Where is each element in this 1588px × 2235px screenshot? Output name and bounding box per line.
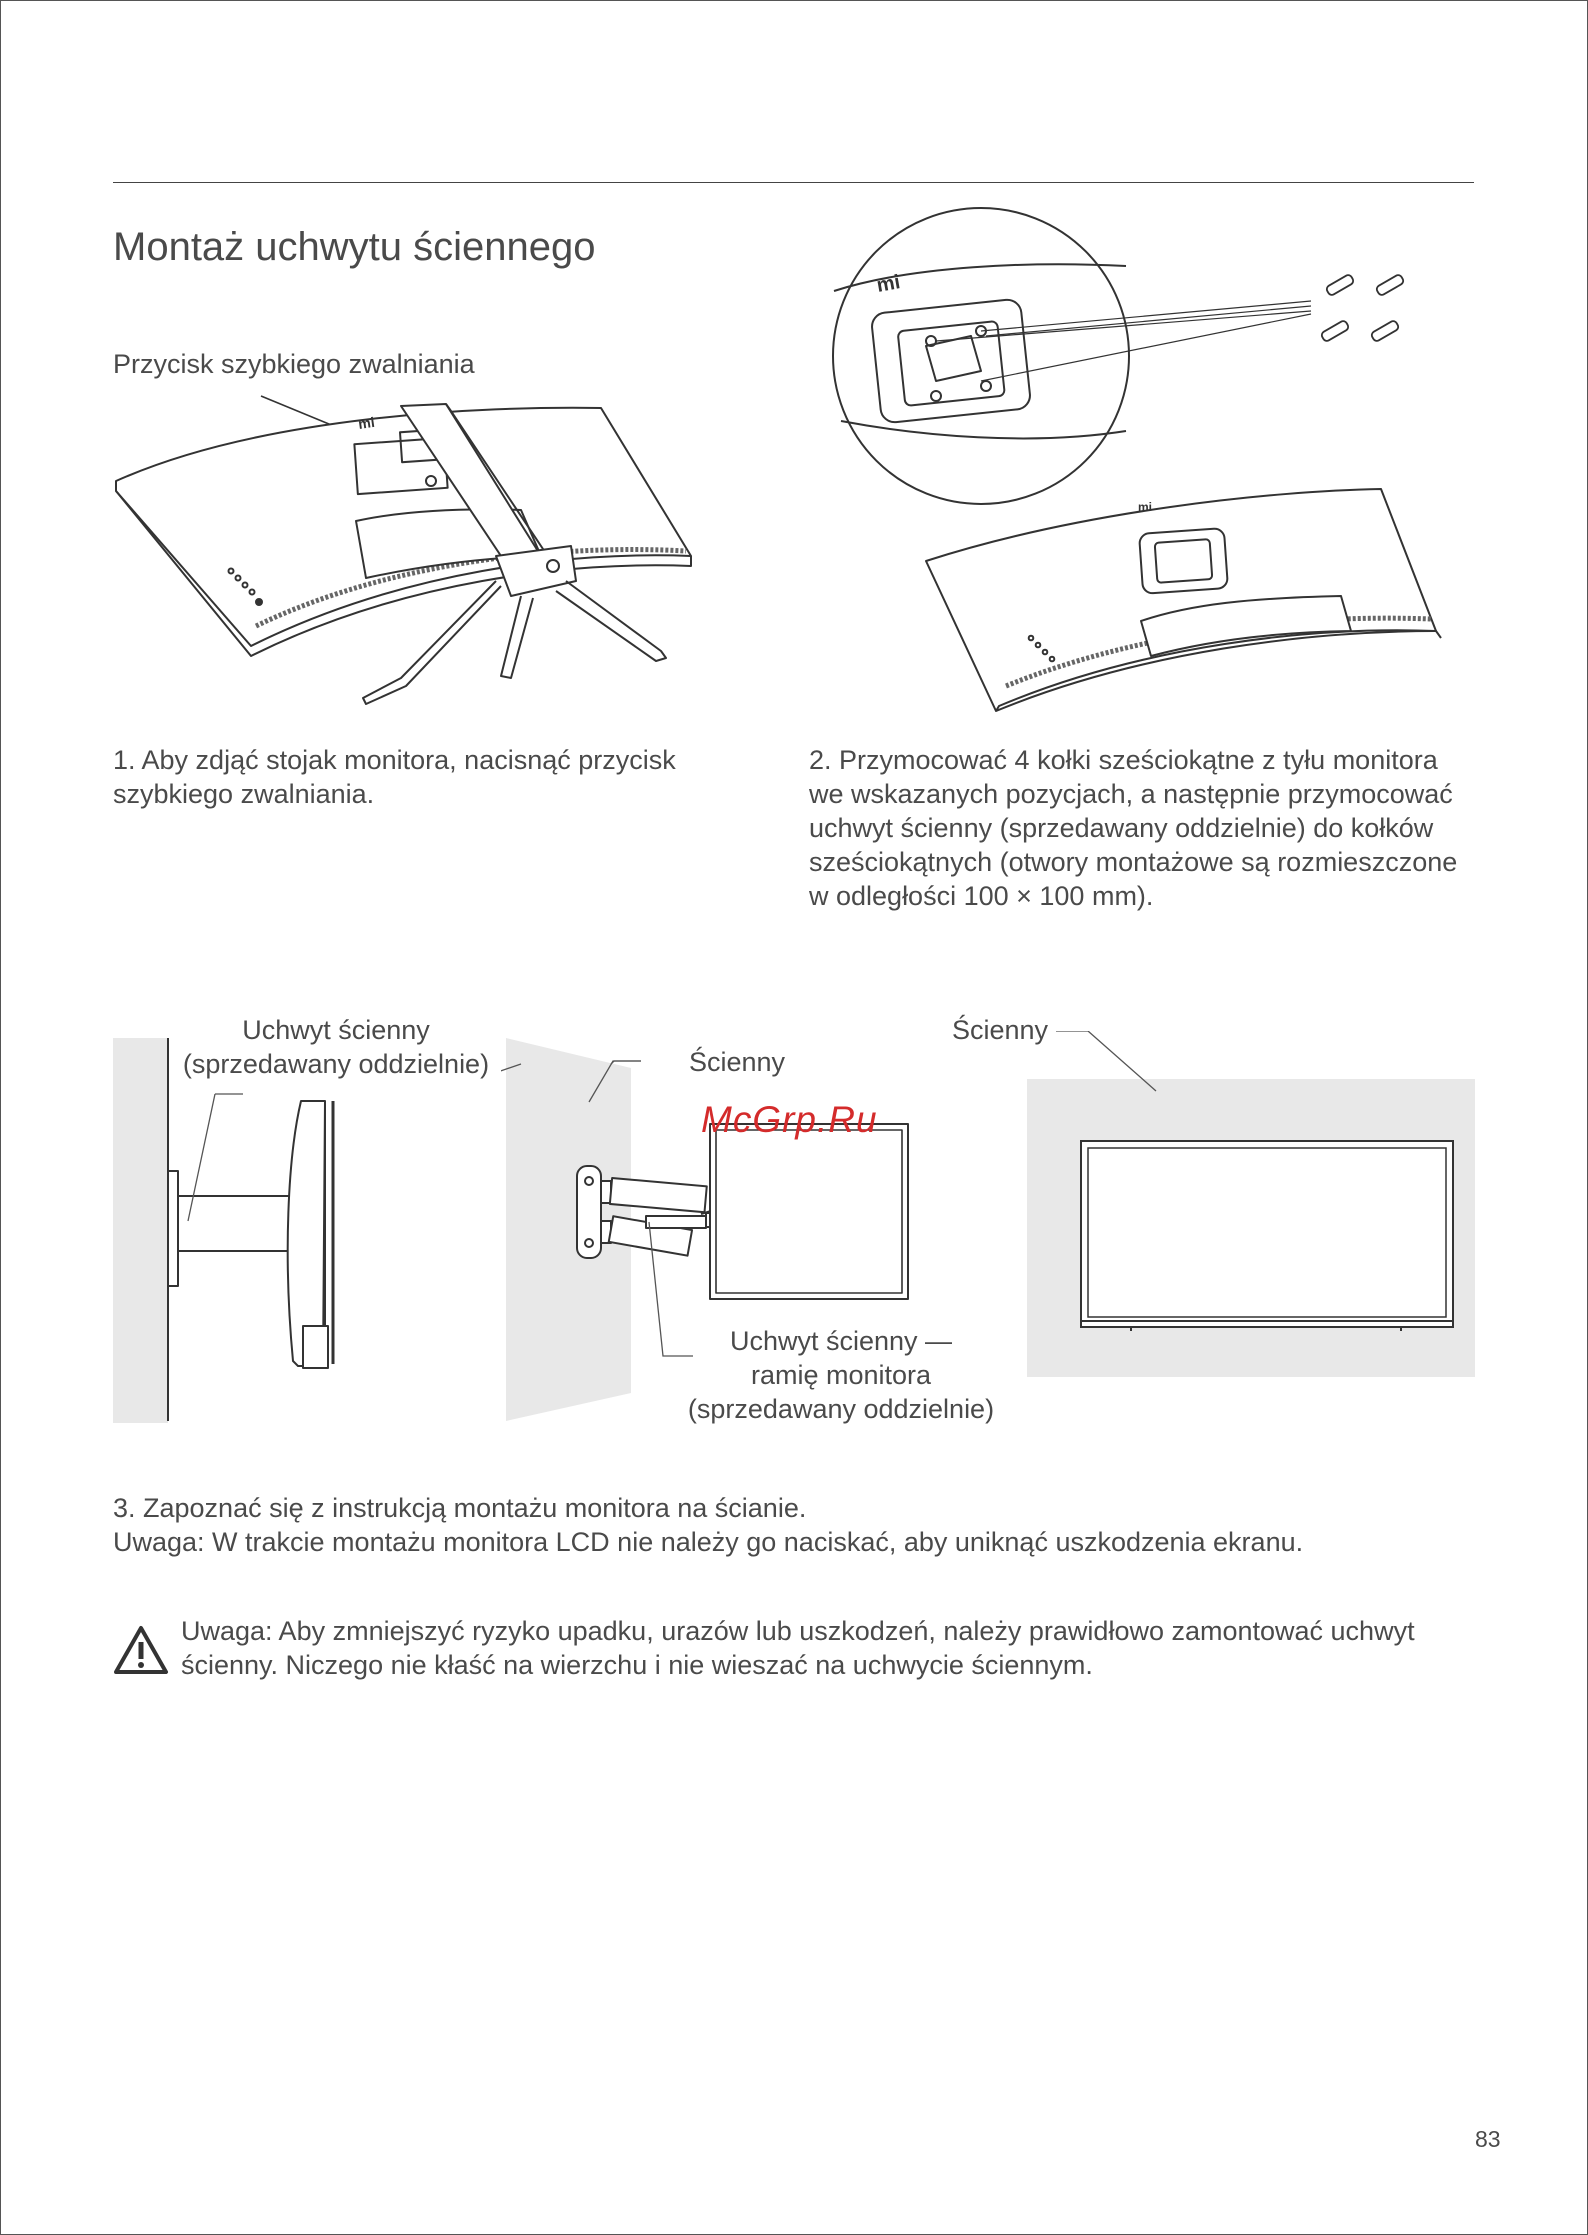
wall-bracket-label <box>166 1013 506 1081</box>
warning-line: ścienny. Niczego nie kłaść na wierzchu i nie wieszać na uchwycie ściennym. <box>181 1650 1093 1680</box>
step2-line: w odległości 100 × 100 mm). <box>809 881 1154 911</box>
step1-line: szybkiego zwalniania. <box>113 779 375 809</box>
warning-text <box>181 1614 1415 1682</box>
arm-label-line: (sprzedawany oddzielnie) <box>687 1394 995 1424</box>
hex-studs-illustration <box>831 206 1451 716</box>
page-title: Montaż uchwytu ściennego <box>113 225 596 269</box>
watermark: McGrp.Ru <box>701 1099 878 1140</box>
front-view-wall-mounted-monitor <box>1026 1031 1476 1381</box>
step2-line: we wskazanych pozycjach, a następnie przymocować <box>809 779 1453 809</box>
step2-line: 2. Przymocować 4 kołki sześciokątne z tyłu monitora <box>809 745 1438 775</box>
arm-label <box>671 1324 1011 1426</box>
svg-text:mi: mi <box>1138 500 1153 514</box>
warning-triangle-icon <box>113 1624 169 1676</box>
step2-line: sześciokątnych (otwory montażowe są rozmieszczone <box>809 847 1458 877</box>
step2-text <box>809 743 1457 913</box>
page-number: 83 <box>1475 2126 1501 2152</box>
step1-line: 1. Aby zdjąć stojak monitora, nacisnąć przycisk <box>113 745 676 775</box>
wall-bracket-label-line: (sprzedawany oddzielnie) <box>182 1049 490 1079</box>
warning-line: Uwaga: Aby zmniejszyć ryzyko upadku, urazów lub uszkodzeń, należy prawidłowo zamontować uchwyt <box>181 1616 1415 1646</box>
arm-label-line: Uchwyt ścienny — <box>729 1326 953 1356</box>
arm-label-line: ramię monitora <box>750 1360 932 1390</box>
wall-bracket-label-line: Uchwyt ścienny <box>242 1015 430 1045</box>
top-divider <box>113 182 1474 183</box>
monitor-with-stand-illustration <box>101 386 701 716</box>
step3-note: Uwaga: W trakcie montażu monitora LCD nie należy go naciskać, aby uniknąć uszkodzenia ekranu. <box>113 1527 1304 1557</box>
step1-text <box>113 743 676 811</box>
quick-release-label: Przycisk szybkiego zwalniania <box>113 349 475 379</box>
step3-text <box>113 1491 1303 1559</box>
step3-line: 3. Zapoznać się z instrukcją montażu monitora na ścianie. <box>113 1493 807 1523</box>
side-view-wall-bracket-illustration <box>113 1036 373 1426</box>
step2-line: uchwyt ścienny (sprzedawany oddzielnie) do kołków <box>809 813 1434 843</box>
wall-label-middle: Ścienny <box>689 1047 786 1077</box>
svg-text:mi: mi <box>875 271 902 297</box>
wall-label-right: Ścienny <box>952 1015 1049 1045</box>
svg-text:mi: mi <box>357 413 376 432</box>
